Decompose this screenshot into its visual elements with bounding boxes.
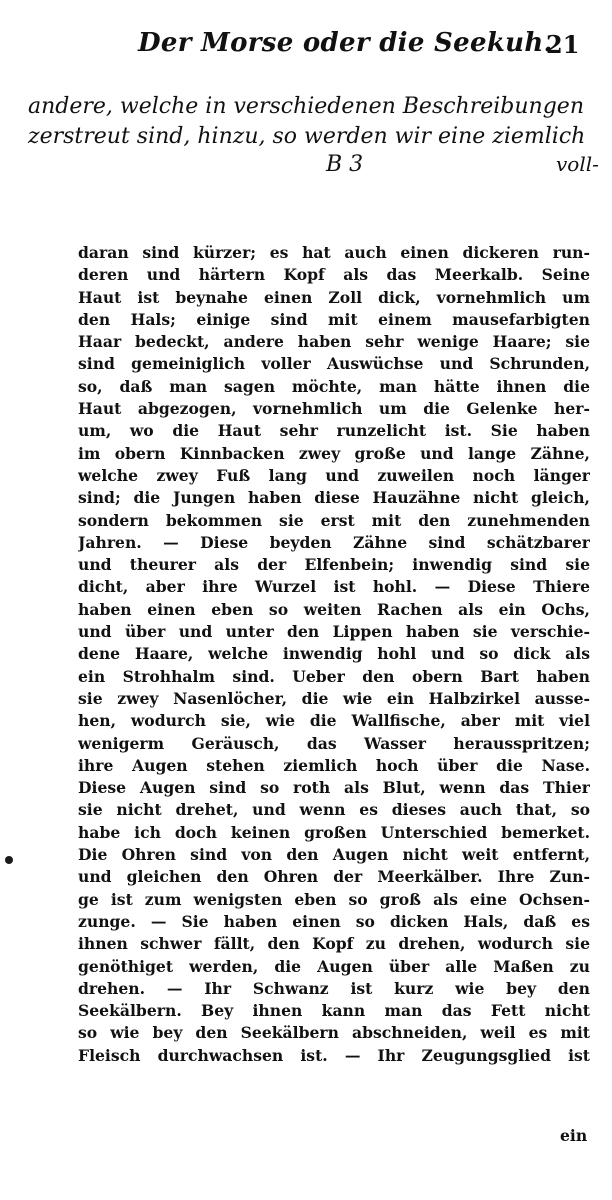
body-text-line: Fleisch durchwachsen ist. — Ihr Zeugungsglied ist [78, 1045, 590, 1065]
top-text-block [28, 92, 599, 180]
body-text-line: so, daß man sagen möchte, man hätte ihnen die [78, 376, 590, 396]
body-text-line: hen, wodurch sie, wie die Wallfische, aber mit viel [78, 711, 590, 731]
catchword: ein [560, 1126, 588, 1145]
body-text-line: ihre Augen stehen ziemlich hoch über die Nase. [78, 755, 590, 775]
body-text-line: so wie bey den Seekälbern abschneiden, weil es mit [78, 1023, 590, 1043]
body-text-line: ihnen schwer fällt, den Kopf zu drehen, wodurch sie [78, 934, 590, 954]
body-text-line: sie nicht drehet, und wenn es dieses auch that, so [78, 800, 590, 820]
body-text-block [78, 242, 590, 1067]
body-text-line: dicht, aber ihre Wurzel ist hohl. — Diese Thiere [78, 577, 590, 597]
body-text-line: den Hals; einige sind mit einem mausefarbigten [78, 309, 590, 329]
body-text-line: Haut abgezogen, vornehmlich um die Gelenke her- [78, 399, 590, 419]
body-text-line: und über und unter den Lippen haben sie verschie- [78, 622, 590, 642]
body-text-line: Die Ohren sind von den Augen nicht weit entfernt, [78, 845, 590, 865]
body-text-line: Seekälbern. Bey ihnen kann man das Fett nicht [78, 1001, 590, 1021]
body-text-line: im obern Kinnbacken zwey große und lange Zähne, [78, 443, 590, 463]
page-header [0, 28, 612, 68]
body-text-line: sondern bekommen sie erst mit den zunehmenden [78, 510, 590, 530]
body-text-line: und gleichen den Ohren der Meerkälber. Ihre Zun- [78, 867, 590, 887]
body-text-line: um, wo die Haut sehr runzelicht ist. Sie haben [78, 421, 590, 441]
body-text-line: genöthiget werden, die Augen über alle Maßen zu [78, 956, 590, 976]
body-text-line: Jahren. — Diese beyden Zähne sind schätzbarer [78, 532, 590, 552]
body-text-line: Haar bedeckt, andere haben sehr wenige Haare; sie [78, 332, 590, 352]
body-text-line: und theurer als der Elfenbein; inwendig sind sie [78, 555, 590, 575]
body-text-line: haben einen eben so weiten Rachen als ein Ochs, [78, 599, 590, 619]
body-text-line: habe ich doch keinen großen Unterschied bemerket. [78, 822, 590, 842]
body-text-line: wenigerm Geräusch, das Wasser herausspritzen; [78, 733, 590, 753]
top-text-line: andere, welche in verschiedenen Beschreibungen [28, 94, 584, 119]
body-text-line: Diese Augen sind so roth als Blut, wenn das Thier [78, 778, 590, 798]
body-text-line: drehen. — Ihr Schwanz ist kurz wie bey den [78, 978, 590, 998]
body-text-line: zunge. — Sie haben einen so dicken Hals, daß es [78, 911, 590, 931]
body-text-line: daran sind kürzer; es hat auch einen dickeren run- [78, 243, 590, 262]
body-text-line: welche zwey Fuß lang und zuweilen noch länger [78, 465, 590, 485]
body-text-line: Haut ist beynahe einen Zoll dick, vornehmlich um [78, 287, 590, 307]
catchword: voll- [556, 152, 599, 176]
ink-spot [5, 856, 13, 864]
body-text-line: ge ist zum wenigsten eben so groß als eine Ochsen- [78, 889, 590, 909]
top-text-line: zerstreut sind, hinzu, so werden wir eine ziemlich [28, 124, 586, 149]
signature-row [28, 152, 599, 180]
body-text-line: deren und härtern Kopf als das Meerkalb. Seine [78, 265, 590, 285]
body-text-line: sind; die Jungen haben diese Hauzähne nicht gleich, [78, 488, 590, 508]
page-number: 21 [546, 30, 580, 59]
body-text-line: ein Strohhalm sind. Ueber den obern Bart haben [78, 666, 590, 686]
signature-mark: B 3 [326, 152, 364, 177]
body-text-line: dene Haare, welche inwendig hohl und so dick als [78, 644, 590, 664]
body-text-line: sind gemeiniglich voller Auswüchse und Schrunden, [78, 354, 590, 374]
body-text-line: sie zwey Nasenlöcher, die wie ein Halbzirkel ausse- [78, 688, 590, 708]
running-title: Der Morse oder die Seekuh. [138, 28, 553, 58]
